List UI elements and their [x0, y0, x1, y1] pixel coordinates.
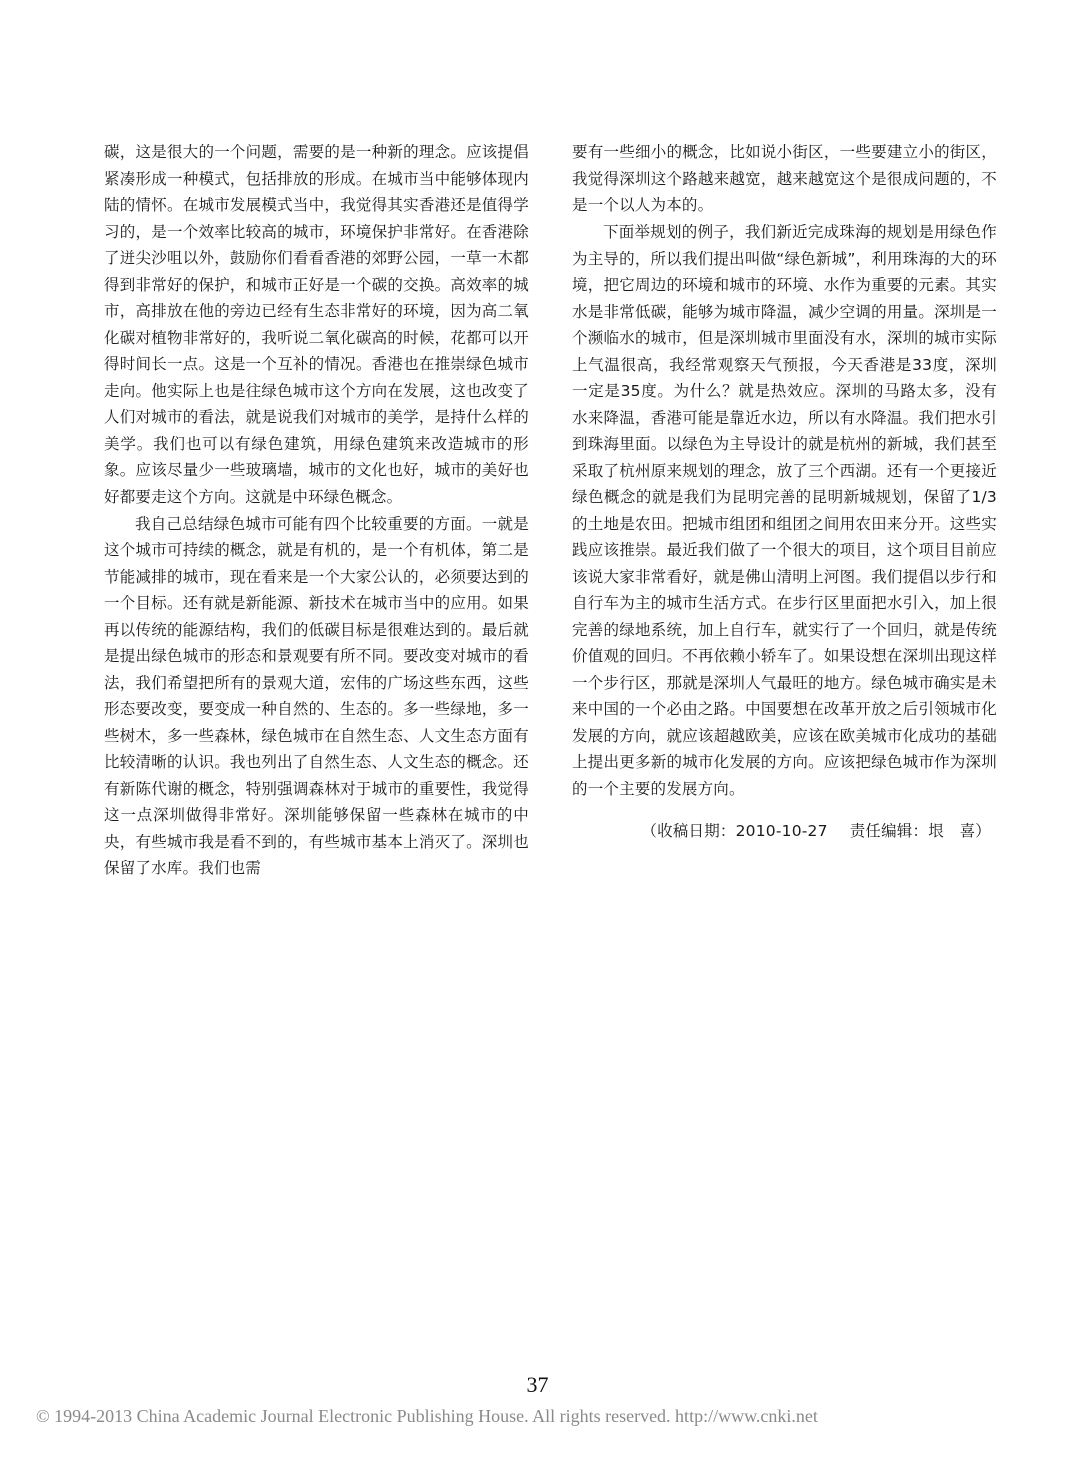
page-number: 37 — [526, 1372, 549, 1397]
left-paragraph-1: 碳，这是很大的一个问题，需要的是一种新的理念。应该提倡紧凑形成一种模式，包括排放的形成。在城市当中能够体现内陆的情怀。在城市发展模式当中，我觉得其实香港还是值得学习的，是一个效率比较高的城市，环境保护非常好。在香港除了迸尖沙咀以外，鼓励你们看看香港的郊野公园，一草一木都得到非常好的保护，和城市正好是一个碳的交换。高效率的城市，高排放在他的旁边已经有生态非常好的环境，因为高二氧化碳对植物非常好的，我听说二氧化碳高的时候，花都可以开得时间长一点。这是一个互补的情况。香港也在推崇绿色城市走向。他实际上也是往绿色城市这个方向在发展，这也改变了人们对城市的看法，就是说我们对城市的美学，是持什么样的美学。我们也可以有绿色建筑，用绿色建筑来改造城市的形象。应该尽量少一些玻璃墙，城市的文化也好，城市的美好也好都要走这个方向。这就是中环绿色概念。 — [104, 143, 529, 506]
right-column — [572, 139, 997, 845]
right-paragraph-1: 要有一些细小的概念，比如说小街区，一些要建立小的街区，我觉得深圳这个路越来越宽，越来越宽这个是很成问题的，不是一个以人为本的。 — [572, 143, 997, 214]
right-paragraph-2: 下面举规划的例子，我们新近完成珠海的规划是用绿色作为主导的，所以我们提出叫做“绿色新城”，利用珠海的大的环境，把它周边的环境和城市的环境、水作为重要的元素。其实水是非常低碳，能够为城市降温，减少空调的用量。深圳是一个濒临水的城市，但是深圳城市里面没有水，深圳的城市实际上气温很高，我经常观察天气预报，今天香港是33度，深圳一定是35度。为什么？就是热效应。深圳的马路太多，没有水来降温，香港可能是靠近水边，所以有水降温。我们把水引到珠海里面。以绿色为主导设计的就是杭州的新城，我们甚至采取了杭州原来规划的理念，放了三个西湖。还有一个更接近绿色概念的就是我们为昆明完善的昆明新城规划，保留了1/3的土地是农田。把城市组团和组团之间用农田来分开。这些实践应该推崇。最近我们做了一个很大的项目，这个项目目前应该说大家非常看好，就是佛山清明上河图。我们提倡以步行和自行车为主的城市生活方式。在步行区里面把水引入，加上很完善的绿地系统，加上自行车，就实行了一个回归，就是传统价值观的回归。不再依赖小轿车了。如果设想在深圳出现这样一个步行区，那就是深圳人气最旺的地方。绿色城市确实是未来中国的一个必由之路。中国要想在改革开放之后引领城市化发展的方向，就应该超越欧美，应该在欧美城市化成功的基础上提出更多新的城市化发展的方向。应该把绿色城市作为深圳的一个主要的发展方向。 — [572, 223, 997, 798]
received-date: （收稿日期：2010-10-27 — [641, 822, 828, 840]
left-column — [104, 139, 529, 882]
left-paragraph-2: 我自己总结绿色城市可能有四个比较重要的方面。一就是这个城市可持续的概念，就是有机的，是一个有机体，第二是节能减排的城市，现在看来是一个大家公认的，必须要达到的一个目标。还有就是新能源、新技术在城市当中的应用。如果再以传统的能源结构，我们的低碳目标是很难达到的。最后就是提出绿色城市的形态和景观要有所不同。要改变对城市的看法，我们希望把所有的景观大道，宏伟的广场这些东西，这些形态要改变，要变成一种自然的、生态的。多一些绿地，多一些树木，多一些森林，绿色城市在自然生态、人文生态方面有比较清晰的认识。我也列出了自然生态、人文生态的概念。还有新陈代谢的概念，特别强调森林对于城市的重要性，我觉得这一点深圳做得非常好。深圳能够保留一些森林在城市的中央，有些城市我是看不到的，有些城市基本上消灭了。深圳也保留了水库。我们也需 — [104, 514, 529, 877]
responsible-editor: 责任编辑：垠 喜） — [849, 822, 991, 840]
copyright-notice: © 1994-2013 China Academic Journal Electronic Publishing House. All rights reserved. http://www.cnki.net — [36, 1406, 818, 1426]
article-receipt-info — [572, 818, 997, 845]
